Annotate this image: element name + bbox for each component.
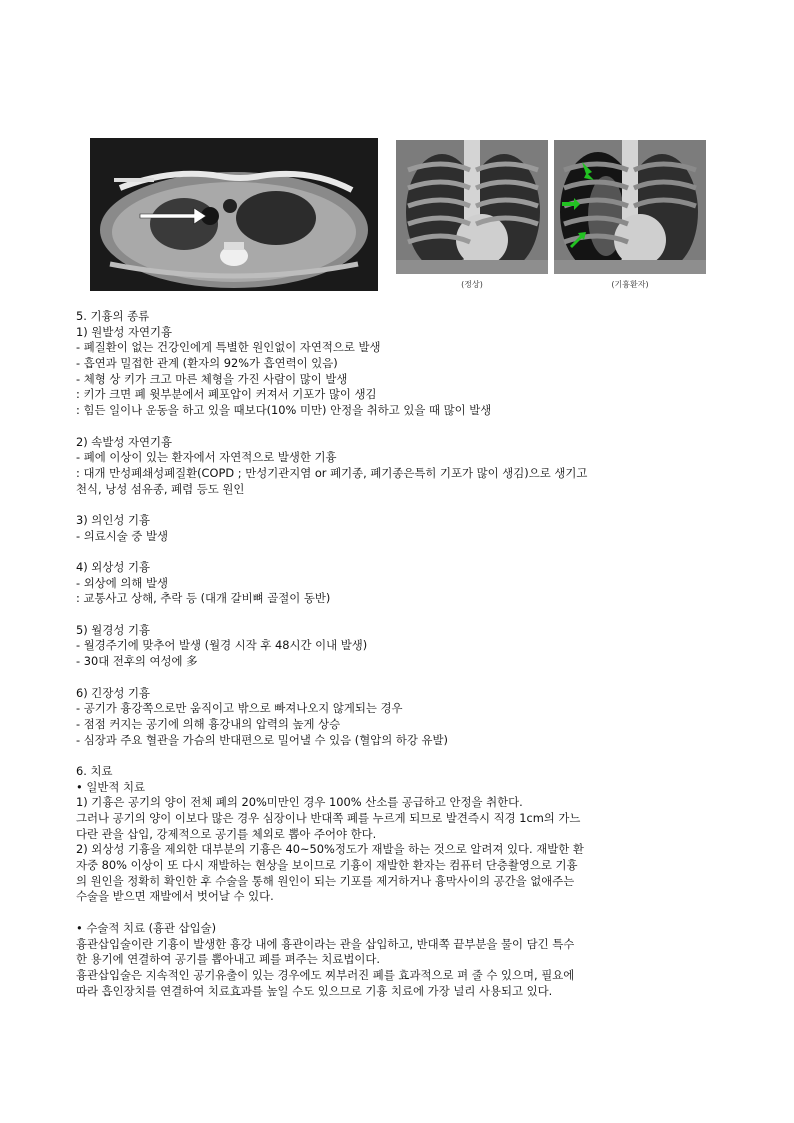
iatrogenic-heading: 3) 의인성 기흉	[76, 512, 150, 527]
general-treatment-line: 1) 기흉은 공기의 양이 전체 폐의 20%미만인 경우 100% 산소를 공급하고 안정을 취한다.	[76, 795, 523, 810]
section-6-title: 6. 치료	[76, 763, 113, 778]
spacer	[76, 748, 748, 764]
spacer	[76, 670, 748, 686]
general-treatment-heading: • 일반적 치료	[76, 779, 145, 794]
primary-line: - 흡연과 밀접한 관계 (환자의 92%가 흡연력이 있음)	[76, 356, 338, 371]
primary-line: : 힘든 일이나 운동을 하고 있을 때보다(10% 미만) 안정을 취하고 있을 때 많이 발생	[76, 403, 492, 418]
general-treatment-line: 다란 관을 삽입, 강제적으로 공기를 체외로 뽑아 주어야 한다.	[76, 826, 377, 841]
secondary-line: - 폐에 이상이 있는 환자에서 자연적으로 발생한 기흉	[76, 450, 337, 465]
iatrogenic-line: - 의료시술 중 발생	[76, 528, 168, 543]
spacer	[76, 544, 748, 560]
secondary-line: 천식, 낭성 섬유종, 폐렴 등도 원인	[76, 481, 245, 496]
tension-heading: 6) 긴장성 기흉	[76, 685, 150, 700]
general-treatment-line: 그러나 공기의 양이 이보다 많은 경우 심장이나 반대쪽 폐를 누르게 되므로 발견즉시 직경 1cm의 가느	[76, 811, 581, 825]
figure-row	[90, 138, 710, 298]
tension-line: - 점점 커지는 공기에 의해 흉강내의 압력의 높게 상승	[76, 716, 341, 731]
primary-line: - 체형 상 키가 크고 마른 체형을 가진 사람이 많이 발생	[76, 371, 348, 386]
document-body	[76, 309, 748, 999]
tension-line: - 공기가 흉강쪽으로만 움직이고 밖으로 빠져나오지 않게되는 경우	[76, 701, 403, 716]
general-treatment-line: 의 원인을 정확히 확인한 후 수술을 통해 원인이 되는 기포를 제거하거나 흉막사이의 공간을 없애주는	[76, 873, 575, 888]
spacer	[76, 905, 748, 921]
general-treatment-line: 2) 외상성 기흉을 제외한 대부분의 기흉은 40~50%정도가 재발을 하는 것으로 알려져 있다. 재발한 환	[76, 842, 584, 857]
normal-chest-xray-image	[396, 140, 548, 274]
normal-xray-caption: (정상)	[461, 280, 483, 289]
traumatic-line: : 교통사고 상해, 추락 등 (대개 갈비뼈 골절이 동반)	[76, 591, 331, 606]
surgical-treatment-line: 흉관삽입술은 지속적인 공기유출이 있는 경우에도 찌부러진 폐를 효과적으로 펴 줄 수 있으며, 필요에	[76, 967, 575, 982]
primary-line: - 폐질환이 없는 건강인에게 특별한 원인없이 자연적으로 발생	[76, 340, 381, 355]
primary-heading: 1) 원발성 자연기흉	[76, 324, 172, 339]
surgical-treatment-line: 흉관삽입술이란 기흉이 발생한 흉강 내에 흉관이라는 관을 삽입하고, 반대쪽 끝부분을 물이 담긴 특수	[76, 936, 575, 951]
secondary-heading: 2) 속발성 자연기흉	[76, 434, 172, 449]
primary-line: : 키가 크면 폐 윗부분에서 폐포압이 커져서 기포가 많이 생김	[76, 387, 377, 402]
ct-scan-image	[90, 138, 378, 291]
secondary-line: : 대개 만성폐쇄성폐질환(COPD ; 만성기관지염 or 폐기종, 폐기종은특히 기포가 많이 생김)으로 생기고	[76, 465, 588, 480]
spacer	[76, 497, 748, 513]
surgical-treatment-line: 따라 흡인장치를 연결하여 치료효과를 높일 수도 있으므로 기흉 치료에 가장 널리 사용되고 있다.	[76, 983, 553, 998]
catamenial-line: - 월경주기에 맞추어 발생 (월경 시작 후 48시간 이내 발생)	[76, 638, 368, 653]
general-treatment-line: 자중 80% 이상이 또 다시 재발하는 현상을 보이므로 기흉이 재발한 환자는 컴퓨터 단층촬영으로 기흉	[76, 858, 578, 873]
patient-xray-caption: (기흉환자)	[611, 280, 649, 289]
surgical-treatment-line: 한 용기에 연결하여 공기를 뽑아내고 폐를 펴주는 치료법이다.	[76, 952, 381, 967]
catamenial-heading: 5) 월경성 기흉	[76, 622, 150, 637]
catamenial-line: - 30대 전후의 여성에 多	[76, 654, 198, 669]
tension-line: - 심장과 주요 혈관을 가슴의 반대편으로 밀어낼 수 있음 (혈압의 하강 유발)	[76, 732, 448, 747]
surgical-treatment-heading: • 수술적 치료 (흉관 삽입술)	[76, 920, 217, 935]
traumatic-line: - 외상에 의해 발생	[76, 575, 168, 590]
spacer	[76, 607, 748, 623]
traumatic-heading: 4) 외상성 기흉	[76, 560, 150, 574]
section-5-title: 5. 기흉의 종류	[76, 309, 150, 323]
general-treatment-line: 수술을 받으면 재발에서 벗어날 수 있다.	[76, 889, 274, 904]
pneumothorax-chest-xray-image	[554, 140, 706, 274]
spacer	[76, 419, 748, 435]
